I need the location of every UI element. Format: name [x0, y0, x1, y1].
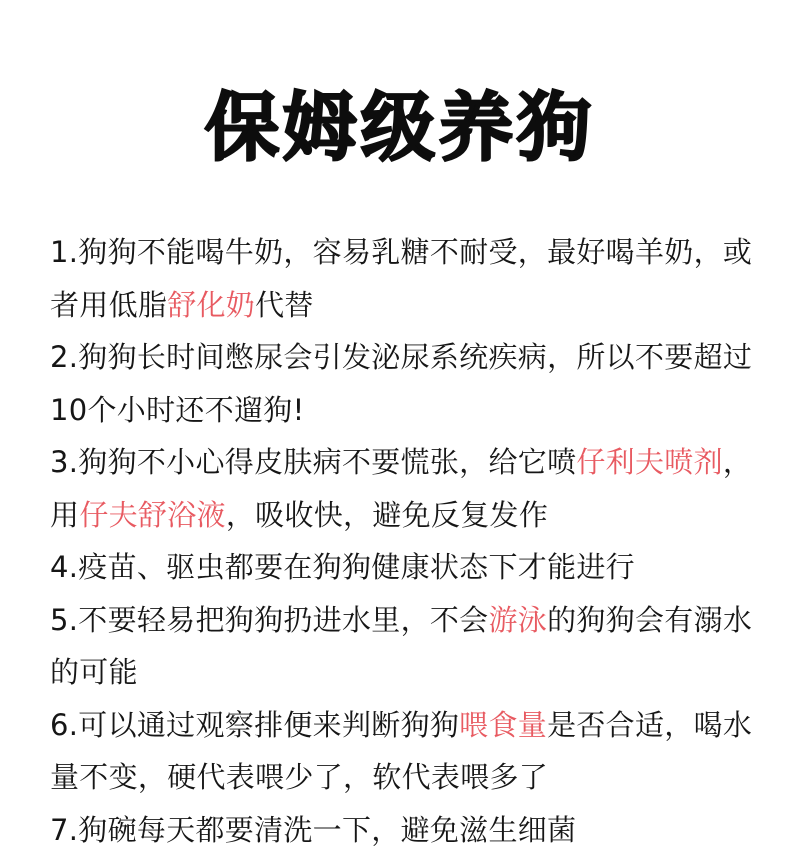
tip-4	[50, 541, 762, 594]
tip-text: 2.狗狗长时间憋尿会引发泌尿系统疾病，所以不要超过10个小时还不遛狗!	[50, 340, 752, 427]
tip-text: 代替	[255, 288, 314, 322]
tip-text: 6.可以通过观察排便来判断狗狗	[50, 708, 459, 742]
tip-text: 7.狗碗每天都要清洗一下，避免滋生细菌	[50, 813, 576, 847]
tip-text: 4.疫苗、驱虫都要在狗狗健康状态下才能进行	[50, 550, 635, 584]
tip-text: 1.狗狗不能喝牛奶，容易乳糖不耐受，最好喝羊奶，或者用低脂	[50, 235, 752, 322]
tip-text: 5.不要轻易把狗狗扔进水里，不会	[50, 603, 488, 637]
highlight-text: 仔利夫喷剂	[576, 445, 723, 479]
tips-list	[50, 226, 762, 856]
tip-5	[50, 594, 762, 699]
tip-1	[50, 226, 762, 331]
highlight-text: 喂食量	[459, 708, 547, 742]
highlight-text: 游泳	[488, 603, 547, 637]
tip-2	[50, 331, 762, 436]
tip-6	[50, 699, 762, 804]
tip-3	[50, 436, 762, 541]
highlight-text: 仔夫舒浴液	[79, 498, 226, 532]
page-title: 保姆级养狗	[0, 78, 800, 178]
highlight-text: 舒化奶	[167, 288, 255, 322]
tip-text: 3.狗狗不小心得皮肤病不要慌张，给它喷	[50, 445, 576, 479]
tip-text: 是否合适，喝水量不变，硬代表喂少了，软代表喂多了	[50, 708, 752, 795]
tip-7	[50, 804, 762, 856]
tip-text: 的狗狗会有溺水的可能	[50, 603, 752, 690]
tip-text: ，吸收快，避免反复发作	[226, 498, 548, 532]
tip-text: ，用	[50, 445, 752, 532]
